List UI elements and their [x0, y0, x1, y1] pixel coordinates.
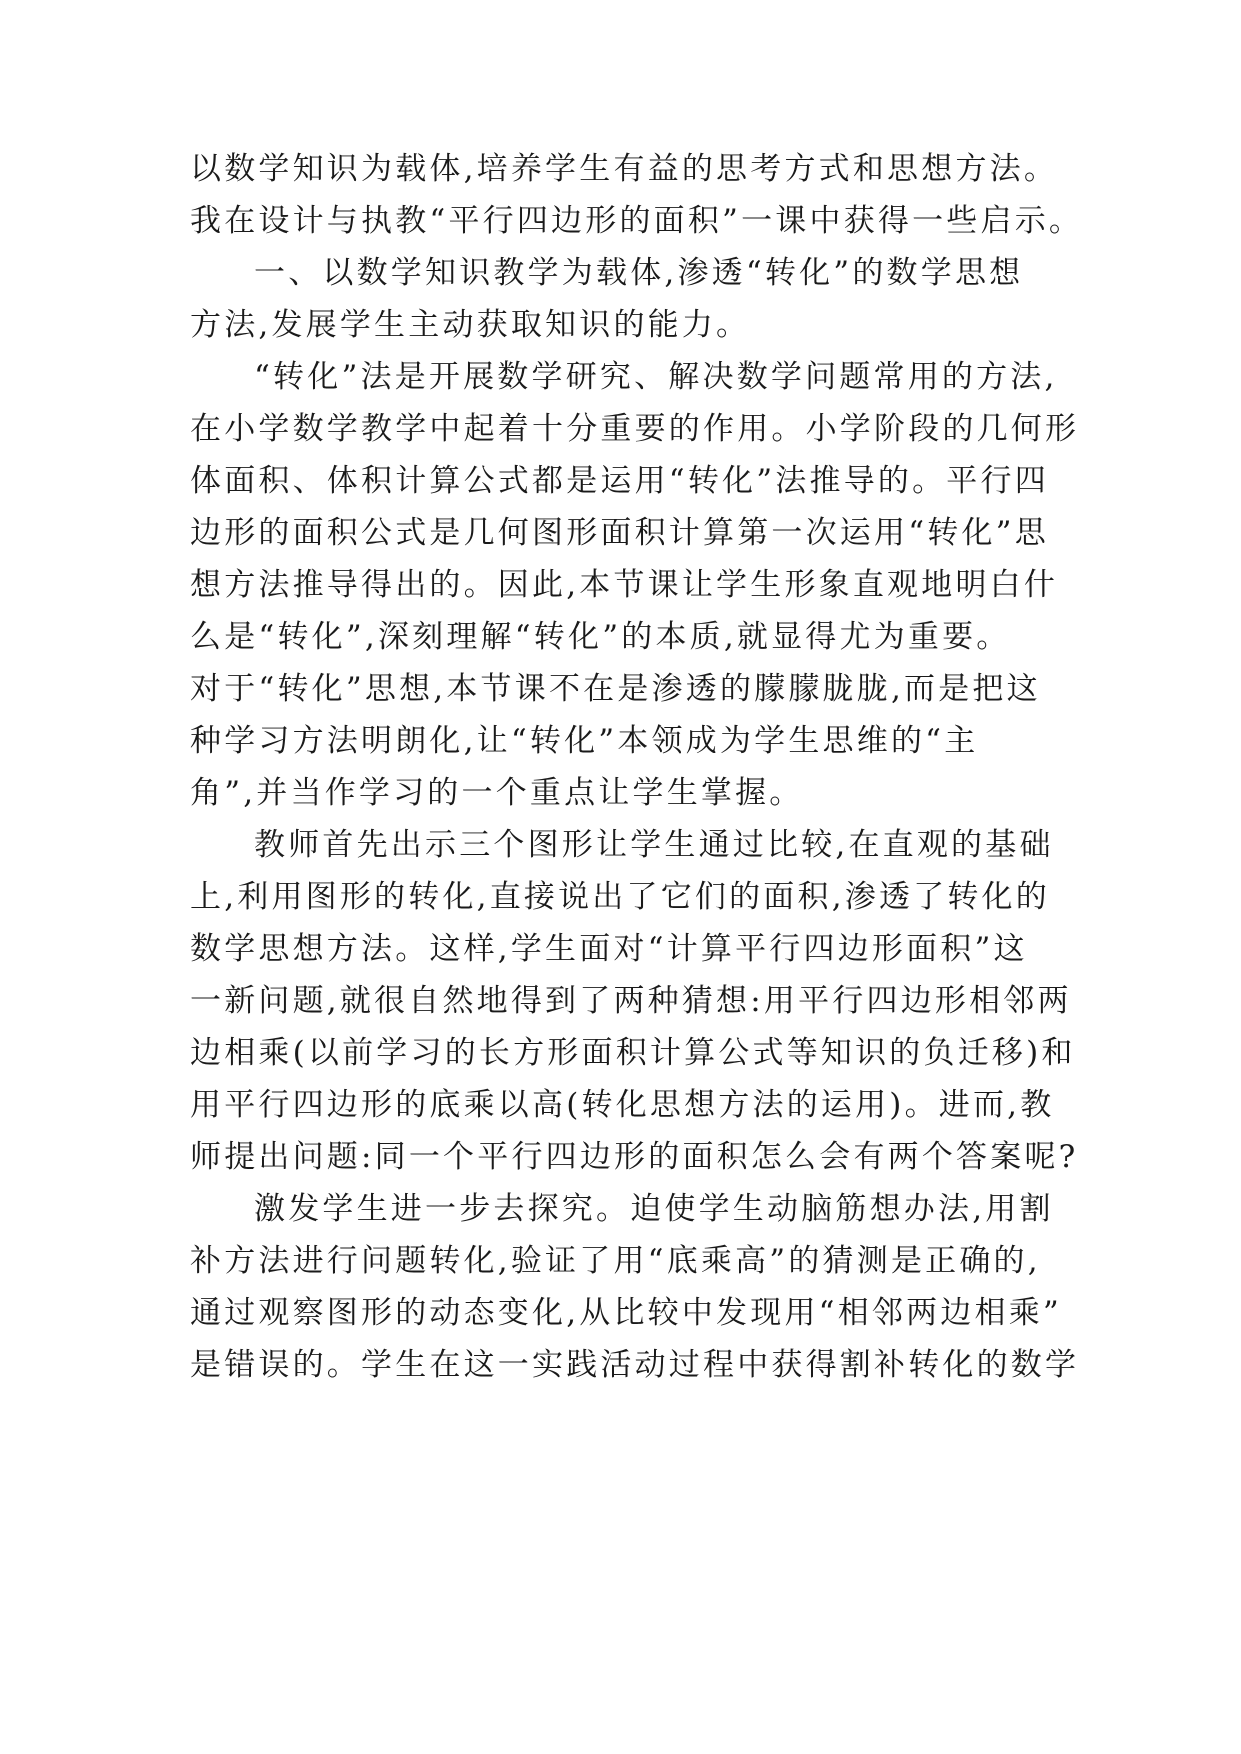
text-line: 用平行四边形的底乘以高(转化思想方法的运用)。进而,教 — [190, 1087, 1055, 1123]
text-line: 边形的面积公式是几何图形面积计算第一次运用“转化”思 — [190, 515, 1049, 551]
section-heading-line: 方法,发展学生主动获取知识的能力。 — [190, 307, 751, 343]
text-line: 是错误的。学生在这一实践活动过程中获得割补转化的数学 — [190, 1347, 1080, 1383]
text-line: 想方法推导得出的。因此,本节课让学生形象直观地明白什 — [190, 567, 1059, 603]
text-line: 种学习方法明朗化,让“转化”本领成为学生思维的“主 — [190, 723, 979, 759]
text-line: 以数学知识为载体,培养学生有益的思考方式和思想方法。 — [190, 151, 1059, 187]
paragraph-first-line: 教师首先出示三个图形让学生通过比较,在直观的基础 — [254, 827, 1054, 863]
text-line: 在小学数学教学中起着十分重要的作用。小学阶段的几何形 — [190, 411, 1080, 447]
paragraph-first-line: “转化”法是开展数学研究、解决数学问题常用的方法, — [254, 359, 1058, 395]
text-line: 上,利用图形的转化,直接说出了它们的面积,渗透了转化的 — [190, 879, 1050, 915]
text-line: 师提出问题:同一个平行四边形的面积怎么会有两个答案呢? — [190, 1139, 1079, 1175]
paragraph-first-line: 激发学生进一步去探究。迫使学生动脑筋想办法,用割 — [254, 1191, 1054, 1227]
text-line: 对于“转化”思想,本节课不在是渗透的朦朦胧胧,而是把这 — [190, 671, 1041, 707]
text-line: 么是“转化”,深刻理解“转化”的本质,就显得尤为重要。 — [190, 619, 1011, 655]
text-line: 数学思想方法。这样,学生面对“计算平行四边形面积”这 — [190, 931, 1028, 967]
text-line: 角”,并当作学习的一个重点让学生掌握。 — [190, 775, 804, 811]
text-line: 边相乘(以前学习的长方形面积计算公式等知识的负迁移)和 — [190, 1035, 1076, 1071]
text-line: 我在设计与执教“平行四边形的面积”一课中获得一些启示。 — [190, 203, 1084, 239]
text-line: 补方法进行问题转化,验证了用“底乘高”的猜测是正确的, — [190, 1243, 1041, 1279]
text-line: 通过观察图形的动态变化,从比较中发现用“相邻两边相乘” — [190, 1295, 1062, 1331]
section-heading-line: 一、以数学知识教学为载体,渗透“转化”的数学思想 — [254, 255, 1024, 291]
text-line: 一新问题,就很自然地得到了两种猜想:用平行四边形相邻两 — [190, 983, 1072, 1019]
text-line: 体面积、体积计算公式都是运用“转化”法推导的。平行四 — [190, 463, 1049, 499]
